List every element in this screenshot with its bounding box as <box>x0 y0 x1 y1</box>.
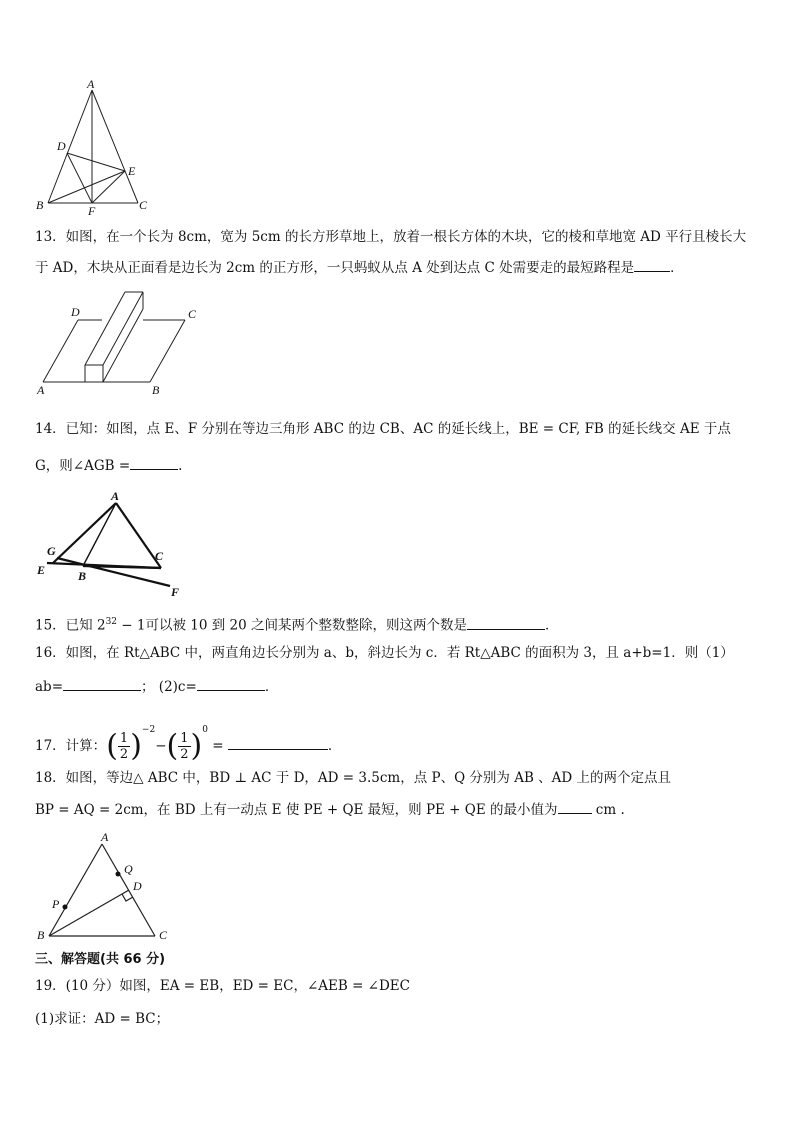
q19-line1: 19．(10 分）如图，EA = EB，ED = EC，∠AEB = ∠DEC <box>35 978 410 994</box>
label-P: P <box>52 897 60 911</box>
q17-line: 17．计算：( $\frac{1}{2}$ )$^{-2}$−( $\frac{1}{2}$ )$^0$ = ． <box>35 725 342 764</box>
label-B: B <box>36 198 44 212</box>
figure-q14-triangle <box>35 488 185 598</box>
figure-q12-triangle <box>30 78 160 218</box>
label-C: C <box>159 928 168 942</box>
label-B: B <box>152 383 160 397</box>
label-A: A <box>37 383 45 397</box>
label-A: A <box>101 830 109 844</box>
label-A: A <box>111 489 120 503</box>
q14-answer-blank[interactable] <box>130 455 178 470</box>
q14-line2: G，则∠AGB = . <box>35 455 182 476</box>
q14-line1: 14．已知：如图，点 E、F 分别在等边三角形 ABC 的边 CB、AC 的延长线上，BE = CF, FB 的延长线交 AE 于点 <box>35 421 731 437</box>
point-P <box>63 905 68 910</box>
label-B: B <box>37 928 45 942</box>
q15-line: 15．已知 $2^{32} - 1$可以被 10 到 20 之间某两个整数整除，则这两个数是 ． <box>35 612 559 636</box>
q18-answer-blank[interactable] <box>558 799 592 814</box>
section-title-3: 三、解答题(共 66 分) <box>35 952 166 967</box>
figure-q13-lawn-block <box>35 290 205 400</box>
label-D: D <box>57 139 66 153</box>
label-Q: Q <box>124 862 133 876</box>
q18-line2: BP = AQ = 2cm，在 BD 上有一动点 E 使 PE + QE 最短，则 PE + QE 的最小值为 cm . <box>35 799 625 820</box>
q18-line1: 18．如图，等边△ ABC 中，BD ⊥ AC 于 D，AD = 3.5cm，点 P、Q 分别为 AB 、AD 上的两个定点且 <box>35 770 672 786</box>
q16-answer-blank-ab[interactable] <box>63 676 141 691</box>
q13-line2: 于 AD，木块从正面看是边长为 2cm 的正方形，一只蚂蚁从点 A 处到达点 C 处需要走的最短路程是 ． <box>35 257 684 278</box>
label-E: E <box>128 164 136 178</box>
label-C: C <box>188 307 197 321</box>
q13-line1: 13．如图，在一个长为 8cm，宽为 5cm 的长方形草地上，放着一根长方体的木块，它的棱和草地宽 AD 平行且棱长大 <box>35 229 747 245</box>
fraction-one-half: $\frac{1}{2}$ <box>119 731 129 762</box>
q16-line1: 16．如图，在 Rt△ABC 中，两直角边长分别为 a、b，斜边长为 c．若 Rt△ABC 的面积为 3，且 a+b=1．则（1） <box>35 645 734 661</box>
q17-answer-blank[interactable] <box>228 735 328 750</box>
q19-line2: (1)求证：AD = BC； <box>35 1011 170 1027</box>
label-F: F <box>171 585 180 599</box>
label-G: G <box>47 544 56 558</box>
label-C: C <box>155 549 164 563</box>
point-Q <box>116 872 121 877</box>
label-B: B <box>78 569 87 583</box>
q16-line2: ab= ； (2)c= ． <box>35 676 278 697</box>
label-A: A <box>87 77 95 91</box>
label-C: C <box>139 198 148 212</box>
q13-answer-blank[interactable] <box>634 257 670 272</box>
label-D: D <box>133 879 142 893</box>
label-D: D <box>71 305 80 319</box>
q15-answer-blank[interactable] <box>467 615 545 630</box>
fraction-one-half-2: $\frac{1}{2}$ <box>180 731 189 762</box>
label-E: E <box>37 563 46 577</box>
label-F: F <box>88 204 96 218</box>
figure-q18-triangle <box>35 830 185 942</box>
q16-answer-blank-c[interactable] <box>197 676 265 691</box>
